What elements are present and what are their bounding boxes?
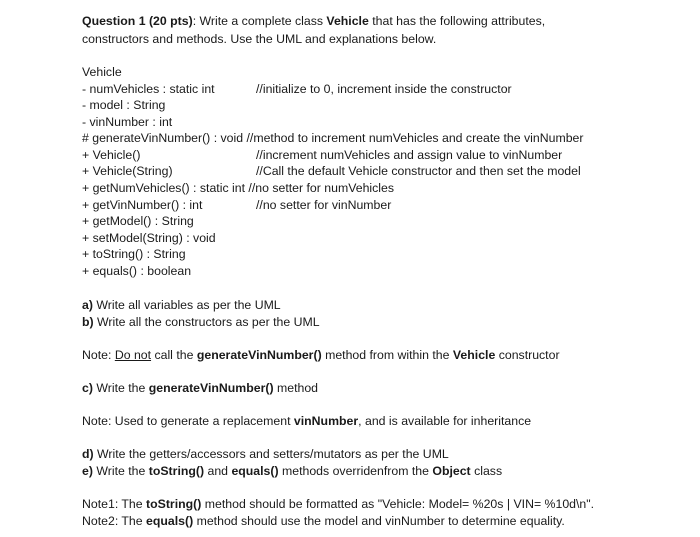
task-e-text: class [470, 464, 503, 478]
uml-row: + getVinNumber() : int [82, 198, 203, 212]
task-e-bold: Object [432, 464, 471, 478]
note-text: method from within the [321, 348, 453, 362]
task-d-label: d) [82, 447, 94, 461]
note-text: Note2: The [82, 514, 147, 528]
uml-comment: //initialize to 0, increment inside the constructor [256, 82, 512, 96]
note-text: Note: Used to generate a replacement [82, 414, 294, 428]
note-underline: Do not [114, 348, 152, 362]
task-e [82, 463, 502, 479]
note-text: Note: [82, 348, 115, 362]
task-a [82, 297, 281, 313]
note-text: method should use the model and vinNumber to determine equality. [193, 514, 565, 528]
task-e-text: Write the [92, 464, 149, 478]
note-bold: toString() [146, 497, 202, 511]
uml-row: - numVehicles : static int [82, 82, 215, 96]
task-c-text: Write the [92, 381, 149, 395]
uml-row: + Vehicle(String) [82, 164, 173, 178]
note-text: method should be formatted as "Vehicle: Model= %20s | VIN= %10d\n". [201, 497, 595, 511]
uml-comment: //no setter for vinNumber [256, 198, 392, 212]
task-e-bold: toString() [148, 464, 205, 478]
task-e-text: methods overridenfrom the [278, 464, 433, 478]
uml-row: # generateVinNumber() : void //method to increment numVehicles and create the vinNumber [82, 131, 584, 145]
task-e-bold: equals() [231, 464, 279, 478]
task-e-text: and [204, 464, 232, 478]
uml-row: + toString() : String [82, 247, 186, 261]
question-title-line [82, 13, 545, 29]
note2-equality [82, 513, 565, 529]
note-text: , and is available for inheritance [358, 414, 532, 428]
note-bold: Vehicle [452, 348, 496, 362]
task-c-bold: generateVinNumber() [148, 381, 274, 395]
task-d [82, 446, 449, 462]
uml-comment: //Call the default Vehicle constructor and then set the model [256, 164, 581, 178]
uml-row: - model : String [82, 98, 166, 112]
uml-comment: //increment numVehicles and assign value to vinNumber [256, 148, 563, 162]
note1-format [82, 496, 594, 512]
task-b-text: Write all the constructors as per the UML [93, 315, 320, 329]
question-subtitle-line: constructors and methods. Use the UML and explanations below. [82, 32, 437, 46]
question-text-a: : Write a complete class [192, 14, 327, 28]
uml-row: + Vehicle() [82, 148, 141, 162]
uml-row: + equals() : boolean [82, 264, 192, 278]
note-no-call [82, 347, 560, 363]
question-label: Question 1 (20 pts) [82, 14, 193, 28]
uml-row: + getModel() : String [82, 214, 194, 228]
uml-row: + setModel(String) : void [82, 231, 216, 245]
task-b-label: b) [82, 315, 94, 329]
note-text: call the [151, 348, 197, 362]
note-bold: equals() [146, 514, 194, 528]
note-replacement [82, 413, 531, 429]
task-a-text: Write all variables as per the UML [92, 298, 281, 312]
note-bold: generateVinNumber() [196, 348, 322, 362]
note-text: constructor [495, 348, 560, 362]
question-text-c: that has the following attributes, [368, 14, 546, 28]
task-c-label: c) [82, 381, 93, 395]
task-e-label: e) [82, 464, 93, 478]
task-a-label: a) [82, 298, 93, 312]
uml-row: + getNumVehicles() : static int //no setter for numVehicles [82, 181, 395, 195]
uml-row: - vinNumber : int [82, 115, 173, 129]
note-bold: vinNumber [293, 414, 359, 428]
uml-class-name: Vehicle [82, 65, 122, 79]
task-c [82, 380, 318, 396]
note-text: Note1: The [82, 497, 147, 511]
class-name-ref: Vehicle [326, 14, 369, 28]
task-c-text: method [273, 381, 319, 395]
task-d-text: Write the getters/accessors and setters/mutators as per the UML [93, 447, 449, 461]
task-b [82, 314, 320, 330]
